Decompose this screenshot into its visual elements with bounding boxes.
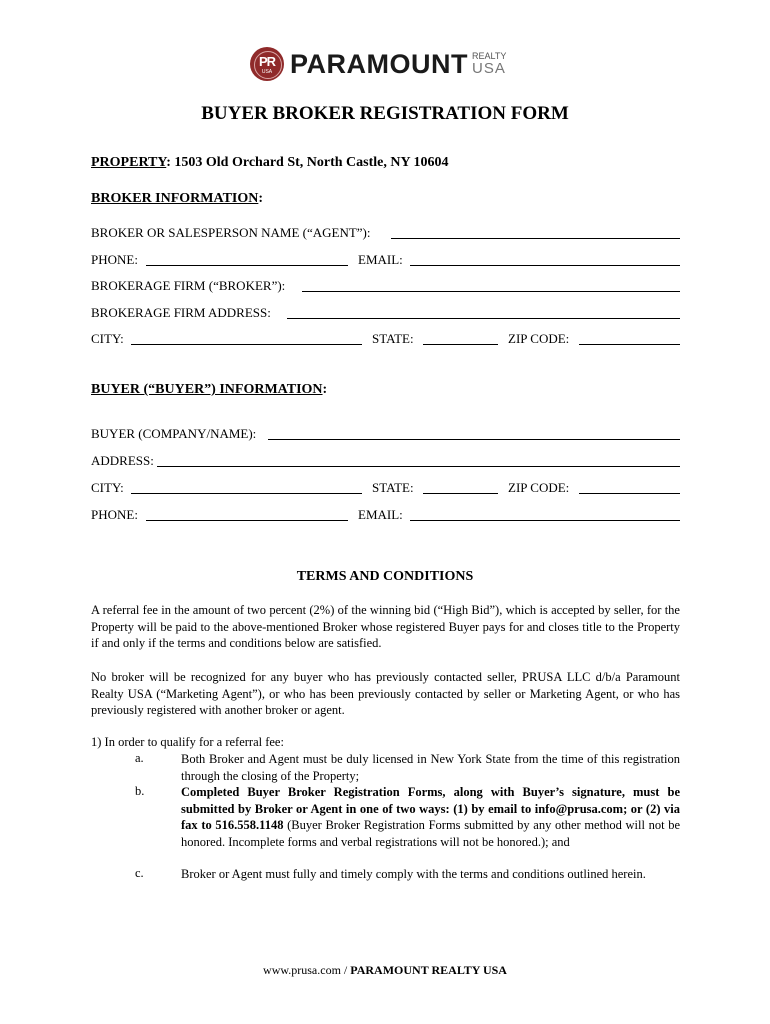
brokerage-address-label: BROKERAGE FIRM ADDRESS: [91,305,271,320]
broker-city-label: CITY: [91,331,124,346]
terms-paragraph-1: A referral fee in the amount of two percent (2%) of the winning bid (“High Bid”), which is accepted by seller, for the Property will be paid to the above-mentioned Broker whose registered Buyer pays for and closes title to the Property if and only if the terms and conditions below are satisfied. [91,603,680,650]
footer-website: www.prusa.com / [263,963,351,977]
logo-brand: PARAMOUNT [290,48,468,79]
broker-email-field[interactable] [410,265,680,266]
form-title: BUYER BROKER REGISTRATION FORM [201,103,569,124]
buyer-name-field[interactable] [268,439,680,440]
item-c-letter: c. [135,866,144,880]
property-value: : 1503 Old Orchard St, North Castle, NY 10604 [166,155,449,170]
terms-item-1-intro: 1) In order to qualify for a referral fee: [91,735,284,749]
property-label: PROPERTY [91,155,167,170]
item-b-rest: (Buyer Broker Registration Forms submitted by any other method will not be honored. Incomplete forms and verbal registrations will not be honored.); and [181,818,680,849]
broker-city-field[interactable] [131,344,362,345]
page-footer [0,963,770,978]
property-line [91,155,449,171]
logo-brand-sub: REALTY USA [471,51,507,77]
item-b-bold: Completed Buyer Broker Registration Forms, along with Buyer’s signature, must be submitted by Broker or Agent in one of two ways: (1) by email to info@prusa.com; or (2) via fax to 516.558.1148 [181,785,680,832]
buyer-phone-field[interactable] [146,520,348,521]
broker-state-label: STATE: [372,331,414,346]
broker-zip-field[interactable] [579,344,680,345]
agent-name-field[interactable] [391,238,680,239]
buyer-address-label: ADDRESS: [91,453,154,468]
buyer-email-field[interactable] [410,520,680,521]
broker-state-field[interactable] [423,344,498,345]
buyer-zip-label: ZIP CODE: [508,480,570,495]
buyer-state-field[interactable] [423,493,498,494]
buyer-info-heading: BUYER (“BUYER”) INFORMATION: [91,382,328,397]
buyer-zip-field[interactable] [579,493,680,494]
brokerage-firm-label: BROKERAGE FIRM (“BROKER”): [91,278,286,293]
brokerage-address-field[interactable] [287,318,680,319]
broker-info-heading: BROKER INFORMATION: [91,191,264,206]
footer-company: PARAMOUNT REALTY USA [350,963,507,977]
terms-paragraph-2: No broker will be recognized for any buyer who has previously contacted seller, PRUSA LLC d/b/a Paramount Realty USA (“Marketing Agent”), or who has been previously contacted by seller or Marketing Agent, or who has previously registered with another broker or agent. [91,670,680,717]
broker-phone-field[interactable] [146,265,348,266]
company-logo [250,44,506,84]
item-a-letter: a. [135,751,144,765]
item-b-text [181,784,680,850]
item-c-text: Broker or Agent must fully and timely comply with the terms and conditions outlined herein. [181,867,646,881]
brokerage-firm-field[interactable] [302,291,680,292]
broker-email-label: EMAIL: [358,252,403,267]
buyer-name-label: BUYER (COMPANY/NAME): [91,426,257,441]
broker-phone-label: PHONE: [91,252,138,267]
buyer-email-label: EMAIL: [358,507,403,522]
item-a-text: Both Broker and Agent must be duly licensed in New York State from the time of this registration through the closing of the Property; [181,752,680,783]
buyer-state-label: STATE: [372,480,414,495]
buyer-city-label: CITY: [91,480,124,495]
broker-zip-label: ZIP CODE: [508,331,570,346]
agent-name-label: BROKER OR SALESPERSON NAME (“AGENT”): [91,225,371,240]
buyer-address-field[interactable] [157,466,680,467]
item-b-letter: b. [135,784,145,798]
buyer-city-field[interactable] [131,493,362,494]
terms-heading: TERMS AND CONDITIONS [296,569,474,584]
buyer-phone-label: PHONE: [91,507,138,522]
logo-seal-icon: PR USA [250,47,284,81]
